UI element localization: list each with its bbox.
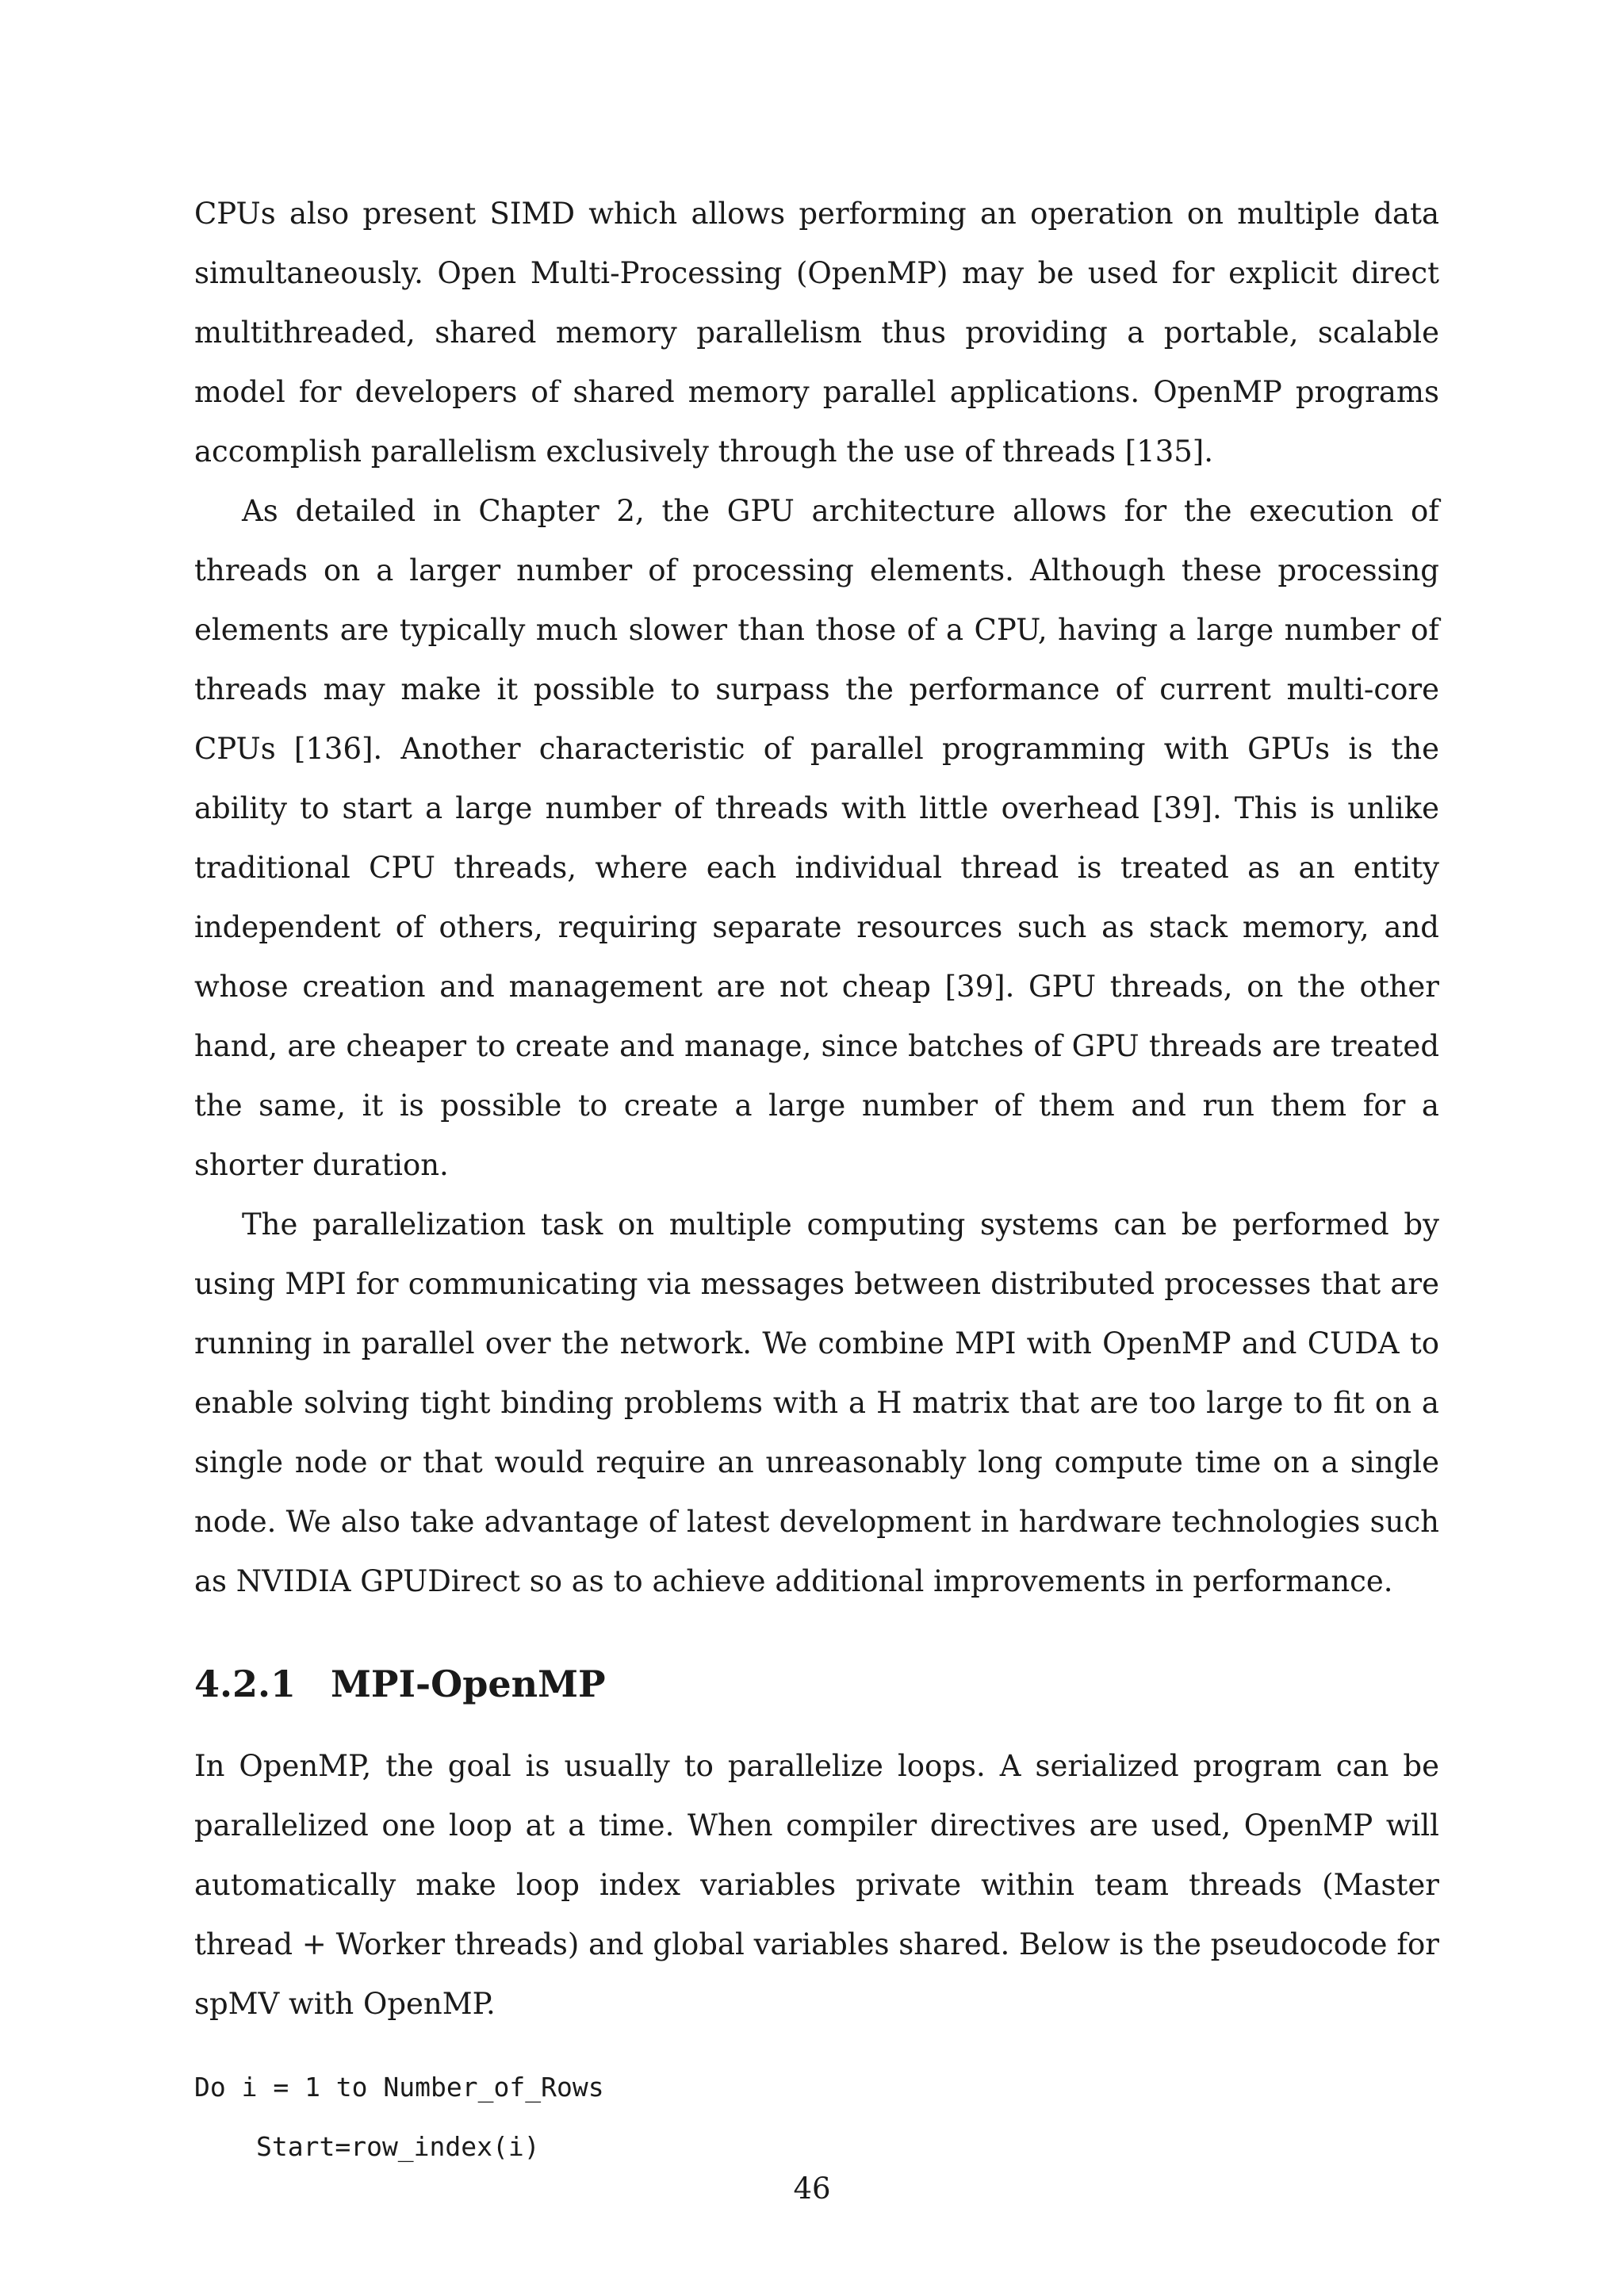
section-paragraph: In OpenMP, the goal is usually to parallelize loops. A serialized program can be parallelized one loop at a time. When compiler directives are used, OpenMP will automatically make loop index variables private within team threads (Master thread + Worker threads) and global variables shared. Below is the pseudocode for spMV with OpenMP. (194, 1749, 1439, 2021)
body-paragraph-2: As detailed in Chapter 2, the GPU architecture allows for the execution of threads on a larger number of processing elements. Although these processing elements are typically much slower than those of a CPU, having a large number of threads may make it possible to surpass the performance of current multi-core CPUs [136]. Another characteristic of parallel programming with GPUs is the ability to start a large number of threads with little overhead [39]. This is unlike traditional CPU threads, where each individual thread is treated as an entity independent of others, requiring separate resources such as stack memory, and whose creation and management are not cheap [39]. GPU threads, on the other hand, are cheaper to create and manage, since batches of GPU threads are treated the same, it is possible to create a large number of them and run them for a shorter duration. (194, 494, 1439, 1182)
page-number: 46 (793, 2172, 831, 2206)
pseudocode-block (194, 2057, 1439, 2176)
section-number: 4.2.1 (194, 1663, 297, 1705)
code-line-1: Do i = 1 to Number_of_Rows (194, 2072, 604, 2103)
section-title: MPI-OpenMP (331, 1663, 606, 1705)
section-heading (194, 1652, 1439, 1716)
page-content (194, 184, 1439, 2176)
body-paragraph-3: The parallelization task on multiple computing systems can be performed by using MPI for communicating via messages between distributed processes that are running in parallel over the network. We combine MPI with OpenMP and CUDA to enable solving tight binding problems with a H matrix that are too large to fit on a single node or that would require an unreasonably long compute time on a single node. We also take advantage of latest development in hardware technologies such as NVIDIA GPUDirect so as to achieve additional improvements in performance. (194, 1207, 1439, 1598)
code-line-2: Start=row_index(i) (256, 2131, 540, 2162)
body-paragraph-1: CPUs also present SIMD which allows performing an operation on multiple data simultaneously. Open Multi-Processing (OpenMP) may be used for explicit direct multithreaded, shared memory parallelism thus providing a portable, scalable model for developers of shared memory parallel applications. OpenMP programs accomplish parallelism exclusively through the use of threads [135]. (194, 197, 1439, 469)
